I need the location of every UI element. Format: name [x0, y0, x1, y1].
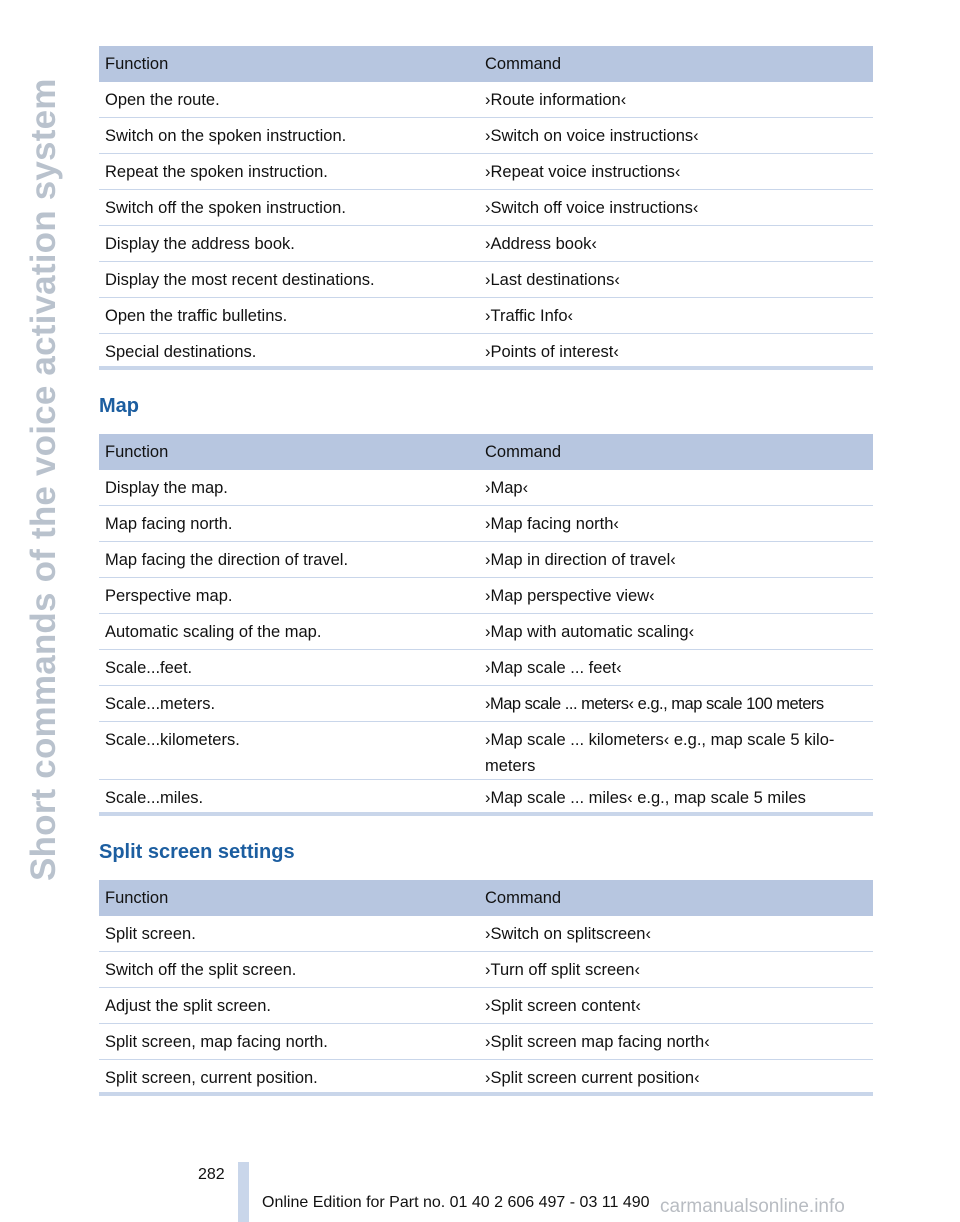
watermark: carmanualsonline.info	[660, 1196, 845, 1217]
row-command: ›Address book‹	[485, 235, 597, 253]
row-function: Open the route.	[105, 91, 220, 109]
row-function: Split screen, map facing north.	[105, 1033, 328, 1051]
row-function: Map facing north.	[105, 515, 233, 533]
row-function: Switch off the split screen.	[105, 961, 297, 979]
page-number: 282	[198, 1166, 225, 1183]
row-command: ›Split screen content‹	[485, 997, 641, 1015]
row-command: ›Last destinations‹	[485, 271, 620, 289]
edition-note: Online Edition for Part no. 01 40 2 606 497 - 03 11 490	[262, 1194, 650, 1211]
table-row	[99, 578, 873, 614]
navigation-commands-table	[99, 46, 873, 370]
table-row	[99, 470, 873, 506]
row-command: ›Map scale ... feet‹	[485, 659, 622, 677]
row-command: ›Repeat voice instructions‹	[485, 163, 681, 181]
row-command: ›Turn off split screen‹	[485, 961, 640, 979]
row-function: Repeat the spoken instruction.	[105, 163, 328, 181]
row-command: ›Switch off voice instructions‹	[485, 199, 699, 217]
table-row	[99, 988, 873, 1024]
row-command: ›Map facing north‹	[485, 515, 619, 533]
row-function: Switch off the spoken instruction.	[105, 199, 346, 217]
row-command: ›Map scale ... kilometers‹ e.g., map scale 5 kilo-meters	[485, 731, 835, 775]
header-command: Command	[485, 443, 562, 461]
row-command: ›Traffic Info‹	[485, 307, 574, 325]
row-command: ›Route information‹	[485, 91, 627, 109]
row-command: ›Map perspective view‹	[485, 587, 655, 605]
table-row	[99, 154, 873, 190]
table-row	[99, 118, 873, 154]
table-row	[99, 1024, 873, 1060]
row-function: Switch on the spoken instruction.	[105, 127, 347, 145]
table-row	[99, 190, 873, 226]
row-function: Scale...miles.	[105, 789, 204, 807]
row-command: ›Map with automatic scaling‹	[485, 623, 695, 641]
table-row	[99, 780, 873, 816]
row-function: Automatic scaling of the map.	[105, 623, 322, 641]
header-function: Function	[105, 54, 169, 73]
footer-divider	[238, 1162, 249, 1222]
table-row	[99, 916, 873, 952]
row-command: ›Points of interest‹	[485, 343, 619, 361]
table-row	[99, 686, 873, 722]
row-function: Scale...feet.	[105, 659, 193, 677]
header-command: Command	[485, 55, 562, 73]
row-command: ›Switch on voice instructions‹	[485, 127, 699, 145]
side-chapter-title: Short commands of the voice activation system	[24, 78, 63, 882]
table-row	[99, 334, 873, 370]
table-header	[99, 434, 873, 470]
row-command: ›Split screen map facing north‹	[485, 1033, 710, 1051]
table-row	[99, 82, 873, 118]
row-function: Scale...meters.	[105, 695, 216, 713]
header-function: Function	[105, 442, 169, 461]
row-function: Split screen, current position.	[105, 1069, 318, 1087]
row-command: ›Map in direction of travel‹	[485, 551, 676, 569]
table-row	[99, 226, 873, 262]
table-row	[99, 542, 873, 578]
table-row	[99, 298, 873, 334]
row-function: Split screen.	[105, 925, 196, 943]
row-function: Open the traffic bulletins.	[105, 307, 288, 325]
row-command: ›Map‹	[485, 479, 529, 497]
row-command: ›Map scale ... miles‹ e.g., map scale 5 miles	[485, 789, 806, 807]
table-row	[99, 262, 873, 298]
row-function: Adjust the split screen.	[105, 997, 271, 1015]
table-row	[99, 1060, 873, 1096]
map-commands-table	[99, 434, 873, 816]
row-function: Scale...kilometers.	[105, 731, 240, 749]
table-row	[99, 614, 873, 650]
table-row	[99, 952, 873, 988]
row-function: Special destinations.	[105, 343, 257, 361]
table-header	[99, 46, 873, 82]
row-function: Display the most recent destinations.	[105, 271, 375, 289]
section-title-split-screen: Split screen settings	[99, 841, 295, 863]
header-function: Function	[105, 888, 169, 907]
table-row	[99, 722, 873, 780]
row-function: Map facing the direction of travel.	[105, 551, 349, 569]
table-row	[99, 506, 873, 542]
row-command: ›Map scale ... meters‹ e.g., map scale 100 meters	[485, 695, 824, 713]
split-screen-commands-table	[99, 880, 873, 1096]
row-function: Perspective map.	[105, 587, 233, 605]
table-row	[99, 650, 873, 686]
row-command: ›Switch on splitscreen‹	[485, 925, 651, 943]
row-command: ›Split screen current position‹	[485, 1069, 700, 1087]
row-function: Display the map.	[105, 479, 228, 497]
section-title-map: Map	[99, 395, 139, 417]
table-header	[99, 880, 873, 916]
row-function: Display the address book.	[105, 235, 295, 253]
header-command: Command	[485, 889, 562, 907]
